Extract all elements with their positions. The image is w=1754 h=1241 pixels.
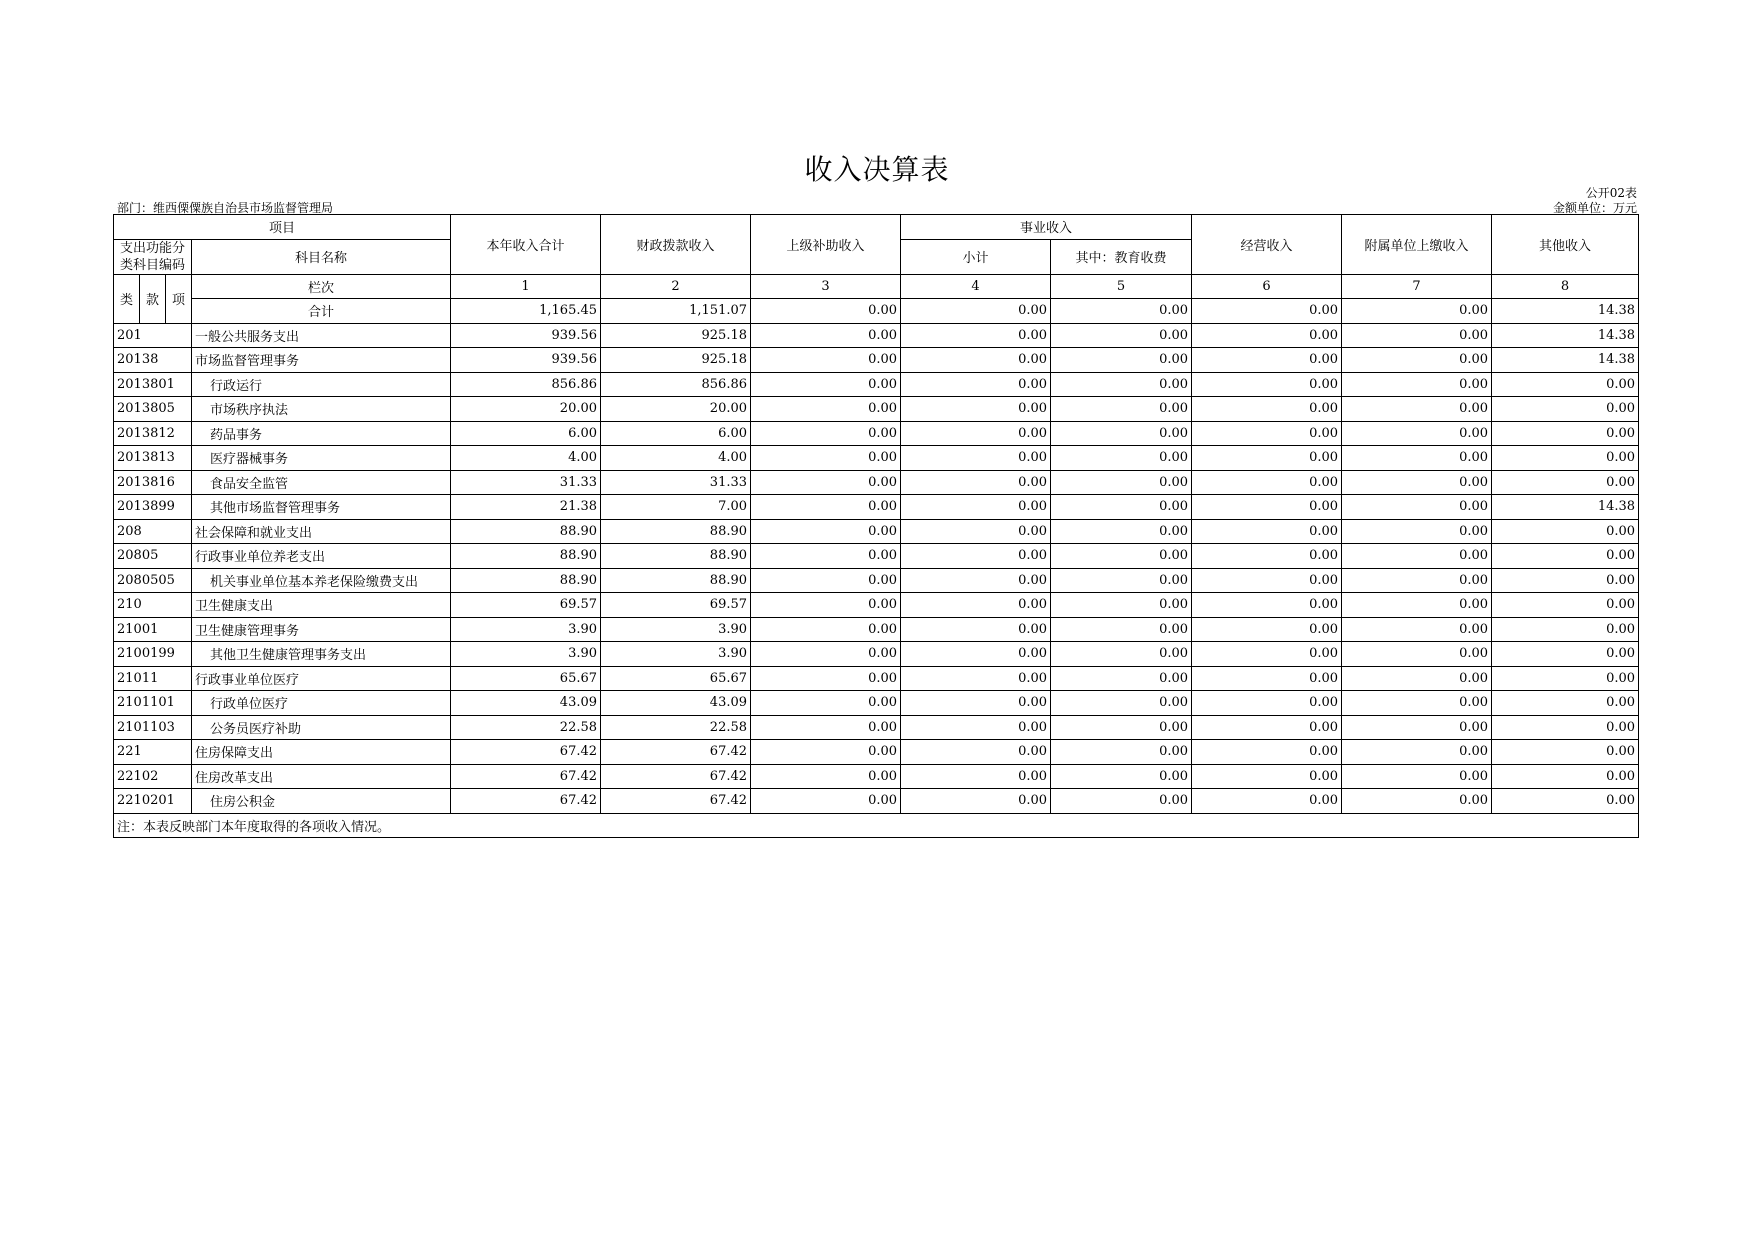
row-subject-name: 住房改革支出	[192, 764, 451, 789]
row-value-cell: 0.00	[901, 740, 1051, 765]
row-code: 2100199	[114, 642, 192, 667]
row-value-cell: 20.00	[451, 397, 601, 422]
row-value-cell: 856.86	[451, 372, 601, 397]
header-kuan: 款	[140, 274, 166, 323]
row-code: 221	[114, 740, 192, 765]
row-value-cell: 0.00	[1051, 715, 1192, 740]
row-value-cell: 0.00	[1192, 764, 1342, 789]
row-subject-name: 医疗器械事务	[192, 446, 451, 471]
table-row	[114, 323, 1639, 348]
row-value-cell: 0.00	[1492, 593, 1639, 618]
row-value-cell: 0.00	[1192, 470, 1342, 495]
row-code: 2013812	[114, 421, 192, 446]
table-row	[114, 715, 1639, 740]
col-num: 7	[1342, 274, 1492, 299]
total-cell: 0.00	[1342, 299, 1492, 324]
total-cell: 0.00	[1192, 299, 1342, 324]
row-value-cell: 88.90	[601, 568, 751, 593]
row-value-cell: 0.00	[1051, 740, 1192, 765]
header-affiliated: 附属单位上缴收入	[1342, 215, 1492, 275]
row-value-cell: 0.00	[1342, 323, 1492, 348]
row-value-cell: 0.00	[751, 617, 901, 642]
total-cell: 1,151.07	[601, 299, 751, 324]
total-cell: 0.00	[901, 299, 1051, 324]
table-header	[114, 215, 1639, 324]
table-row	[114, 397, 1639, 422]
row-subject-name: 行政运行	[192, 372, 451, 397]
row-value-cell: 0.00	[1342, 372, 1492, 397]
row-code: 20805	[114, 544, 192, 569]
row-value-cell: 3.90	[451, 642, 601, 667]
row-value-cell: 0.00	[901, 568, 1051, 593]
row-value-cell: 0.00	[901, 691, 1051, 716]
row-subject-name: 社会保障和就业支出	[192, 519, 451, 544]
table-row	[114, 666, 1639, 691]
row-value-cell: 0.00	[751, 568, 901, 593]
table-row	[114, 372, 1639, 397]
row-value-cell: 31.33	[451, 470, 601, 495]
row-value-cell: 0.00	[1192, 446, 1342, 471]
row-value-cell: 0.00	[1051, 421, 1192, 446]
row-value-cell: 6.00	[451, 421, 601, 446]
header-other: 其他收入	[1492, 215, 1639, 275]
row-value-cell: 0.00	[751, 421, 901, 446]
row-value-cell: 0.00	[901, 495, 1051, 520]
col-num: 4	[901, 274, 1051, 299]
row-value-cell: 14.38	[1492, 495, 1639, 520]
row-value-cell: 0.00	[1051, 446, 1192, 471]
row-value-cell: 0.00	[1051, 372, 1192, 397]
row-subject-name: 一般公共服务支出	[192, 323, 451, 348]
table-row	[114, 495, 1639, 520]
col-num: 1	[451, 274, 601, 299]
row-value-cell: 0.00	[1192, 642, 1342, 667]
row-value-cell: 0.00	[751, 642, 901, 667]
row-code: 2013801	[114, 372, 192, 397]
row-value-cell: 0.00	[1051, 519, 1192, 544]
table-row	[114, 642, 1639, 667]
header-xiang: 项	[166, 274, 192, 323]
row-code: 2013813	[114, 446, 192, 471]
row-value-cell: 0.00	[1342, 519, 1492, 544]
table-row	[114, 348, 1639, 373]
row-value-cell: 939.56	[451, 323, 601, 348]
row-value-cell: 0.00	[1342, 495, 1492, 520]
row-value-cell: 0.00	[901, 323, 1051, 348]
row-value-cell: 0.00	[1492, 617, 1639, 642]
row-subject-name: 行政事业单位医疗	[192, 666, 451, 691]
row-code: 201	[114, 323, 192, 348]
row-value-cell: 0.00	[1492, 789, 1639, 814]
col-num: 3	[751, 274, 901, 299]
row-value-cell: 0.00	[1342, 642, 1492, 667]
row-value-cell: 0.00	[1051, 544, 1192, 569]
unit-label: 金额单位：万元	[1552, 201, 1637, 215]
total-cell: 0.00	[1051, 299, 1192, 324]
row-value-cell: 0.00	[901, 642, 1051, 667]
row-code: 2101103	[114, 715, 192, 740]
row-value-cell: 88.90	[601, 544, 751, 569]
row-value-cell: 0.00	[1051, 397, 1192, 422]
row-value-cell: 69.57	[451, 593, 601, 618]
row-value-cell: 0.00	[1192, 617, 1342, 642]
form-number: 公开02表	[1585, 186, 1637, 200]
row-subject-name: 公务员医疗补助	[192, 715, 451, 740]
table-row	[114, 446, 1639, 471]
row-value-cell: 0.00	[1051, 470, 1192, 495]
row-value-cell: 0.00	[1492, 397, 1639, 422]
row-value-cell: 0.00	[1192, 421, 1342, 446]
row-value-cell: 3.90	[601, 617, 751, 642]
row-value-cell: 65.67	[601, 666, 751, 691]
row-value-cell: 20.00	[601, 397, 751, 422]
header-subtotal: 小计	[901, 239, 1051, 274]
total-cell: 1,165.45	[451, 299, 601, 324]
header-operating: 经营收入	[1192, 215, 1342, 275]
row-value-cell: 0.00	[751, 348, 901, 373]
row-value-cell: 22.58	[451, 715, 601, 740]
row-value-cell: 4.00	[451, 446, 601, 471]
row-subject-name: 其他市场监督管理事务	[192, 495, 451, 520]
row-value-cell: 0.00	[1342, 691, 1492, 716]
header-project: 项目	[114, 215, 451, 240]
row-value-cell: 0.00	[1492, 470, 1639, 495]
row-value-cell: 0.00	[751, 593, 901, 618]
row-value-cell: 0.00	[751, 446, 901, 471]
row-value-cell: 3.90	[601, 642, 751, 667]
row-value-cell: 0.00	[1051, 617, 1192, 642]
row-subject-name: 市场监督管理事务	[192, 348, 451, 373]
row-value-cell: 0.00	[1492, 446, 1639, 471]
header-education: 其中：教育收费	[1051, 239, 1192, 274]
table-row	[114, 691, 1639, 716]
row-code: 21001	[114, 617, 192, 642]
row-value-cell: 14.38	[1492, 348, 1639, 373]
row-value-cell: 0.00	[1342, 348, 1492, 373]
row-value-cell: 67.42	[451, 764, 601, 789]
row-value-cell: 43.09	[451, 691, 601, 716]
row-value-cell: 0.00	[1492, 642, 1639, 667]
row-value-cell: 67.42	[451, 789, 601, 814]
header-col-seq: 栏次	[192, 274, 451, 299]
table-row	[114, 470, 1639, 495]
row-value-cell: 4.00	[601, 446, 751, 471]
row-value-cell: 0.00	[1192, 544, 1342, 569]
row-value-cell: 0.00	[1192, 348, 1342, 373]
table-row	[114, 617, 1639, 642]
header-subject-name: 科目名称	[192, 239, 451, 274]
row-value-cell: 0.00	[1492, 568, 1639, 593]
table-row	[114, 740, 1639, 765]
row-subject-name: 食品安全监管	[192, 470, 451, 495]
row-value-cell: 0.00	[1051, 691, 1192, 716]
row-value-cell: 925.18	[601, 348, 751, 373]
row-value-cell: 0.00	[1051, 348, 1192, 373]
row-value-cell: 0.00	[1192, 519, 1342, 544]
row-value-cell: 0.00	[751, 715, 901, 740]
row-value-cell: 0.00	[751, 691, 901, 716]
row-value-cell: 0.00	[751, 666, 901, 691]
row-value-cell: 0.00	[901, 764, 1051, 789]
row-value-cell: 67.42	[601, 764, 751, 789]
row-subject-name: 住房公积金	[192, 789, 451, 814]
table-note: 注：本表反映部门本年度取得的各项收入情况。	[114, 813, 1639, 838]
row-subject-name: 机关事业单位基本养老保险缴费支出	[192, 568, 451, 593]
row-value-cell: 0.00	[901, 397, 1051, 422]
row-value-cell: 0.00	[1492, 544, 1639, 569]
table-row	[114, 544, 1639, 569]
row-value-cell: 0.00	[901, 372, 1051, 397]
row-value-cell: 0.00	[1192, 740, 1342, 765]
table-row	[114, 764, 1639, 789]
row-value-cell: 0.00	[1192, 323, 1342, 348]
row-value-cell: 0.00	[751, 323, 901, 348]
row-value-cell: 6.00	[601, 421, 751, 446]
row-value-cell: 65.67	[451, 666, 601, 691]
row-value-cell: 0.00	[1492, 715, 1639, 740]
row-value-cell: 67.42	[451, 740, 601, 765]
header-lei: 类	[114, 274, 140, 323]
row-value-cell: 0.00	[1492, 372, 1639, 397]
row-value-cell: 69.57	[601, 593, 751, 618]
total-label: 合计	[192, 299, 451, 324]
row-value-cell: 0.00	[751, 789, 901, 814]
row-value-cell: 0.00	[1492, 421, 1639, 446]
row-value-cell: 0.00	[901, 789, 1051, 814]
row-value-cell: 0.00	[1192, 715, 1342, 740]
row-value-cell: 0.00	[751, 764, 901, 789]
row-value-cell: 939.56	[451, 348, 601, 373]
row-value-cell: 0.00	[901, 446, 1051, 471]
row-value-cell: 0.00	[901, 470, 1051, 495]
row-value-cell: 0.00	[1051, 764, 1192, 789]
row-value-cell: 0.00	[1192, 666, 1342, 691]
row-value-cell: 0.00	[1342, 715, 1492, 740]
row-value-cell: 0.00	[901, 348, 1051, 373]
row-code: 2210201	[114, 789, 192, 814]
row-value-cell: 0.00	[1192, 593, 1342, 618]
row-value-cell: 0.00	[1051, 789, 1192, 814]
row-value-cell: 0.00	[1051, 666, 1192, 691]
row-value-cell: 0.00	[1492, 519, 1639, 544]
page-title: 收入决算表	[804, 153, 950, 186]
row-value-cell: 925.18	[601, 323, 751, 348]
header-fiscal: 财政拨款收入	[601, 215, 751, 275]
row-value-cell: 0.00	[1192, 372, 1342, 397]
row-value-cell: 0.00	[901, 421, 1051, 446]
table-row	[114, 519, 1639, 544]
table-row	[114, 593, 1639, 618]
row-value-cell: 0.00	[1492, 764, 1639, 789]
row-value-cell: 88.90	[601, 519, 751, 544]
row-value-cell: 22.58	[601, 715, 751, 740]
row-value-cell: 0.00	[1192, 495, 1342, 520]
row-subject-name: 行政单位医疗	[192, 691, 451, 716]
total-cell: 0.00	[751, 299, 901, 324]
department-label: 部门：维西傈僳族自治县市场监督管理局	[117, 201, 334, 215]
header-superior: 上级补助收入	[751, 215, 901, 275]
row-value-cell: 0.00	[751, 495, 901, 520]
row-subject-name: 其他卫生健康管理事务支出	[192, 642, 451, 667]
row-value-cell: 0.00	[1342, 421, 1492, 446]
row-value-cell: 0.00	[1051, 495, 1192, 520]
row-value-cell: 0.00	[1342, 568, 1492, 593]
row-value-cell: 0.00	[1051, 568, 1192, 593]
income-table	[113, 214, 1639, 838]
row-code: 21011	[114, 666, 192, 691]
row-value-cell: 88.90	[451, 544, 601, 569]
row-value-cell: 0.00	[1051, 593, 1192, 618]
row-value-cell: 856.86	[601, 372, 751, 397]
header-code: 支出功能分类科目编码	[114, 239, 192, 274]
row-value-cell: 0.00	[1051, 323, 1192, 348]
header-total-income: 本年收入合计	[451, 215, 601, 275]
row-subject-name: 住房保障支出	[192, 740, 451, 765]
row-value-cell: 14.38	[1492, 323, 1639, 348]
row-value-cell: 0.00	[1342, 544, 1492, 569]
row-value-cell: 43.09	[601, 691, 751, 716]
row-code: 22102	[114, 764, 192, 789]
row-value-cell: 67.42	[601, 789, 751, 814]
row-value-cell: 0.00	[901, 666, 1051, 691]
row-value-cell: 0.00	[1342, 617, 1492, 642]
total-cell: 14.38	[1492, 299, 1639, 324]
row-value-cell: 0.00	[901, 544, 1051, 569]
row-value-cell: 0.00	[901, 715, 1051, 740]
row-value-cell: 88.90	[451, 519, 601, 544]
row-value-cell: 0.00	[1342, 593, 1492, 618]
row-subject-name: 药品事务	[192, 421, 451, 446]
col-num: 5	[1051, 274, 1192, 299]
row-value-cell: 0.00	[751, 397, 901, 422]
header-business: 事业收入	[901, 215, 1192, 240]
row-value-cell: 0.00	[1192, 691, 1342, 716]
row-value-cell: 88.90	[451, 568, 601, 593]
col-num: 6	[1192, 274, 1342, 299]
row-value-cell: 7.00	[601, 495, 751, 520]
row-value-cell: 0.00	[1342, 764, 1492, 789]
row-value-cell: 0.00	[1192, 789, 1342, 814]
row-value-cell: 0.00	[901, 593, 1051, 618]
col-num: 8	[1492, 274, 1639, 299]
col-num: 2	[601, 274, 751, 299]
row-code: 210	[114, 593, 192, 618]
row-value-cell: 0.00	[1192, 568, 1342, 593]
row-subject-name: 卫生健康管理事务	[192, 617, 451, 642]
row-value-cell: 0.00	[1492, 691, 1639, 716]
row-code: 20138	[114, 348, 192, 373]
row-value-cell: 21.38	[451, 495, 601, 520]
row-value-cell: 0.00	[1192, 397, 1342, 422]
row-value-cell: 0.00	[751, 470, 901, 495]
row-value-cell: 31.33	[601, 470, 751, 495]
row-value-cell: 0.00	[1051, 642, 1192, 667]
row-value-cell: 0.00	[1342, 666, 1492, 691]
row-value-cell: 0.00	[1342, 470, 1492, 495]
table-row	[114, 789, 1639, 814]
row-value-cell: 0.00	[901, 519, 1051, 544]
row-value-cell: 0.00	[751, 519, 901, 544]
table-row	[114, 421, 1639, 446]
row-subject-name: 卫生健康支出	[192, 593, 451, 618]
row-value-cell: 67.42	[601, 740, 751, 765]
row-code: 2013816	[114, 470, 192, 495]
total-row	[114, 299, 1639, 324]
row-value-cell: 0.00	[751, 740, 901, 765]
row-value-cell: 0.00	[901, 617, 1051, 642]
row-value-cell: 0.00	[1342, 740, 1492, 765]
row-code: 2013899	[114, 495, 192, 520]
row-value-cell: 0.00	[1342, 789, 1492, 814]
row-value-cell: 0.00	[1342, 446, 1492, 471]
row-subject-name: 市场秩序执法	[192, 397, 451, 422]
row-value-cell: 0.00	[751, 372, 901, 397]
row-value-cell: 3.90	[451, 617, 601, 642]
table-row	[114, 568, 1639, 593]
row-code: 2013805	[114, 397, 192, 422]
row-value-cell: 0.00	[1492, 666, 1639, 691]
row-code: 208	[114, 519, 192, 544]
row-subject-name: 行政事业单位养老支出	[192, 544, 451, 569]
table-body	[114, 323, 1639, 813]
row-value-cell: 0.00	[751, 544, 901, 569]
row-value-cell: 0.00	[1342, 397, 1492, 422]
row-value-cell: 0.00	[1492, 740, 1639, 765]
row-code: 2101101	[114, 691, 192, 716]
row-code: 2080505	[114, 568, 192, 593]
